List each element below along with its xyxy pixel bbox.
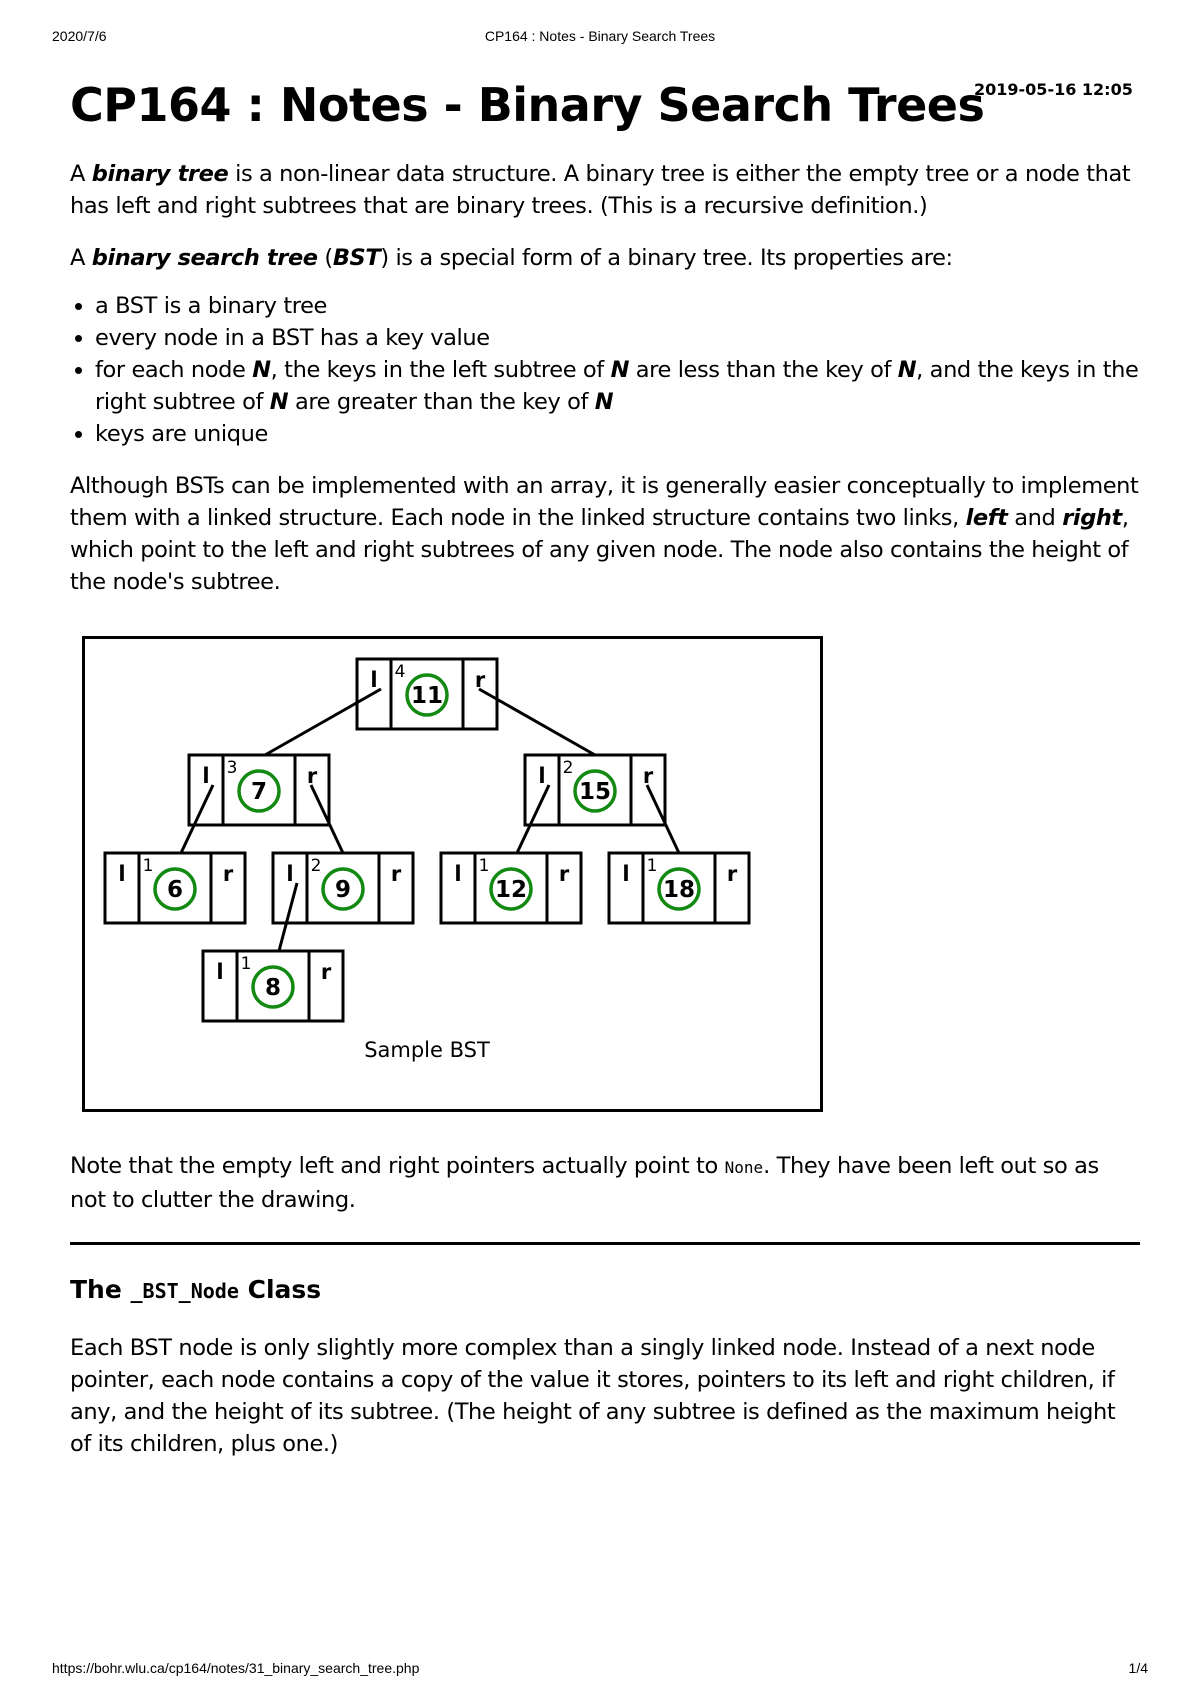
bst-definition xyxy=(70,242,1140,274)
list-item: • keys are unique xyxy=(95,418,1140,450)
text: The xyxy=(70,1275,131,1304)
term-binary-tree: binary tree xyxy=(91,161,229,187)
tree-edge xyxy=(311,785,343,853)
node-height-label: 1 xyxy=(646,856,658,876)
right-pointer-label: r xyxy=(474,668,486,692)
node-key-label: 9 xyxy=(334,877,352,903)
term-bst: BST xyxy=(332,245,381,271)
text: . They have been left out so as not to clutter the drawing. xyxy=(70,1153,1099,1213)
var-n: N xyxy=(252,357,271,383)
left-pointer-label: l xyxy=(622,862,630,886)
node-key-label: 12 xyxy=(494,877,528,903)
right-pointer-label: r xyxy=(558,862,570,886)
text: Although BSTs can be implemented with an array, it is generally easier conceptually to implement them with a linked structure. Each node in the linked structure contains two links, xyxy=(70,473,1139,531)
linked-structure-paragraph xyxy=(70,470,1140,598)
text: ) is a special form of a binary tree. Its properties are: xyxy=(380,245,953,271)
term-binary-search-tree: binary search tree xyxy=(91,245,318,271)
right-pointer-label: r xyxy=(642,764,654,788)
left-pointer-label: l xyxy=(370,668,378,692)
var-n: N xyxy=(897,357,917,383)
text: , the keys in the left subtree of xyxy=(270,357,611,383)
node-key-label: 15 xyxy=(578,779,612,805)
bst-diagram xyxy=(85,639,820,1109)
section-divider xyxy=(70,1242,1140,1245)
node-key-label: 7 xyxy=(250,779,268,805)
text: , and the keys in the right subtree of xyxy=(95,357,1139,415)
node-key-label: 6 xyxy=(166,877,184,903)
bst-node-paragraph: Each BST node is only slightly more complex than a singly linked node. Instead of a next node pointer, each node contains a copy of the value it stores, pointers to its left and right children, if any, and the height of its subtree. (The height of any subtree is defined as the maximum height of its children, plus one.) xyxy=(70,1335,1116,1457)
text: ( xyxy=(317,245,333,271)
var-n: N xyxy=(594,389,614,415)
list-item: • a BST is a binary tree xyxy=(95,290,1140,322)
term-left: left xyxy=(965,505,1008,531)
node-height-label: 2 xyxy=(562,758,574,778)
left-pointer-label: l xyxy=(286,862,294,886)
text: , which point to the left and right subtrees of any given node. The node also contains the height of the node's subtree. xyxy=(70,505,1129,595)
node-height-label: 2 xyxy=(310,856,322,876)
left-pointer-label: l xyxy=(216,960,224,984)
left-pointer-label: l xyxy=(454,862,462,886)
title-row xyxy=(70,70,1140,142)
text: for each node xyxy=(95,357,253,383)
node-height-label: 4 xyxy=(394,662,406,682)
node-height-label: 1 xyxy=(142,856,154,876)
tree-edge xyxy=(265,689,381,755)
tree-edge xyxy=(181,785,213,853)
tree-edge xyxy=(517,785,549,853)
left-pointer-label: l xyxy=(538,764,546,788)
tree-edge xyxy=(647,785,679,853)
node-key-label: 8 xyxy=(264,975,282,1001)
text: A xyxy=(70,245,92,271)
right-pointer-label: r xyxy=(726,862,738,886)
right-pointer-label: r xyxy=(306,764,318,788)
left-pointer-label: l xyxy=(202,764,210,788)
tree-edge xyxy=(279,883,297,951)
left-pointer-label: l xyxy=(118,862,126,886)
list-item xyxy=(95,354,1140,418)
page-number: 1/4 xyxy=(1128,1660,1148,1676)
document-content xyxy=(70,70,1140,1460)
right-pointer-label: r xyxy=(320,960,332,984)
text: are greater than the key of xyxy=(288,389,595,415)
timestamp: 2019-05-16 12:05 xyxy=(974,80,1133,99)
text: A xyxy=(70,161,92,187)
binary-tree-definition xyxy=(70,158,1140,222)
text: are less than the key of xyxy=(629,357,898,383)
print-url: https://bohr.wlu.ca/cp164/notes/31_binary_search_tree.php xyxy=(52,1660,420,1676)
print-title: CP164 : Notes - Binary Search Trees xyxy=(484,28,716,44)
none-pointer-note xyxy=(70,1150,1140,1216)
code-none: None xyxy=(724,1158,764,1177)
node-key-label: 11 xyxy=(410,683,444,709)
var-n: N xyxy=(610,357,629,383)
node-height-label: 1 xyxy=(240,954,252,974)
right-pointer-label: r xyxy=(390,862,402,886)
text: and xyxy=(1007,505,1063,531)
node-height-label: 1 xyxy=(478,856,490,876)
page-title: CP164 : Notes - Binary Search Trees xyxy=(70,78,985,132)
code-bst-node: _BST_Node xyxy=(130,1279,239,1303)
var-n: N xyxy=(269,389,289,415)
text: Class xyxy=(238,1275,322,1304)
bst-properties-list xyxy=(70,290,1140,450)
node-height-label: 3 xyxy=(226,758,238,778)
list-item: • every node in a BST has a key value xyxy=(95,322,1140,354)
right-pointer-label: r xyxy=(222,862,234,886)
sample-bst-figure xyxy=(82,636,823,1112)
print-date: 2020/7/6 xyxy=(52,28,107,44)
section-heading xyxy=(70,1273,1140,1308)
term-right: right xyxy=(1062,505,1122,531)
text: Note that the empty left and right pointers actually point to xyxy=(70,1153,725,1179)
figure-caption: Sample BST xyxy=(364,1038,490,1062)
text: is a non-linear data structure. A binary tree is either the empty tree or a node that has left and right subtrees that are binary trees. (This is a recursive definition.) xyxy=(70,161,1131,219)
print-header xyxy=(0,28,1200,48)
node-key-label: 18 xyxy=(662,877,696,903)
print-footer xyxy=(0,1660,1200,1680)
